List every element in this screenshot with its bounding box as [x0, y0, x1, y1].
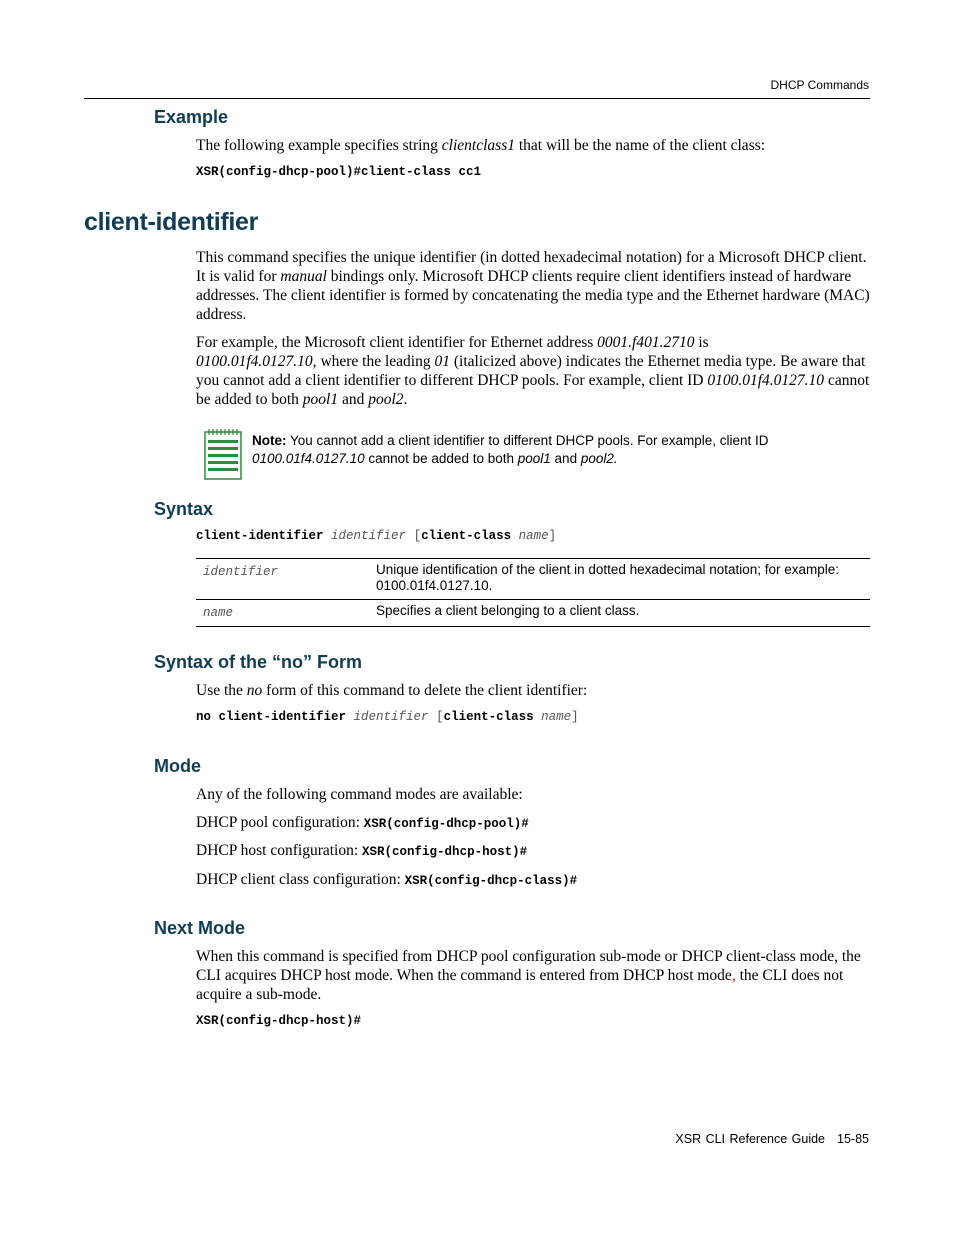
- next-mode-command: XSR(config-dhcp-host)#: [196, 1014, 362, 1028]
- parameter-table: [196, 558, 870, 627]
- example-command: XSR(config-dhcp-pool)#client-class cc1: [196, 165, 482, 179]
- parameter-name: name: [203, 606, 234, 620]
- mode-item: DHCP host configuration: XSR(config-dhcp-host)#: [196, 842, 528, 859]
- page-number: 15-85: [837, 1132, 869, 1146]
- description-paragraph-1: This command specifies the unique identifier (in dotted hexadecimal notation) for a Microsoft DHCP client. It is valid for manual bindings only. Microsoft DHCP clients require client identifiers instead of hardware addresses. The client identifier is formed by concatenating the media type and the Ethernet hardware (MAC) address.: [196, 249, 870, 323]
- header-rule: [84, 98, 870, 99]
- table-row: [196, 559, 870, 600]
- table-row: [196, 600, 870, 627]
- next-mode-text: When this command is specified from DHCP pool configuration sub-mode or DHCP client-class mode, the CLI acquires DHCP host mode. When the command is entered from DHCP host mode, the CLI does not acquire a sub-mode.: [196, 948, 861, 1003]
- mode-item: DHCP client class configuration: XSR(config-dhcp-class)#: [196, 871, 578, 888]
- no-form-command: no client-identifier identifier [client-class name]: [196, 710, 579, 724]
- no-form-text: Use the no form of this command to delete the client identifier:: [196, 682, 588, 699]
- example-heading: Example: [154, 107, 229, 127]
- note-text: Note: You cannot add a client identifier to different DHCP pools. For example, client ID 0100.01f4.0127.10 cannot be added to both pool1 and pool2.: [252, 433, 769, 466]
- page-footer: [675, 1132, 869, 1146]
- parameter-name: identifier: [203, 565, 279, 579]
- guide-title: XSR CLI Reference Guide: [675, 1132, 826, 1146]
- description-paragraph-2: For example, the Microsoft client identifier for Ethernet address 0001.f401.2710 is 0100.01f4.0127.10, where the leading 01 (italicized above) indicates the Ethernet media type. Be aware that you cannot add a client identifier to different DHCP pools. For example, client ID 0100.01f4.0127.10 cannot be added to both pool1 and pool2.: [196, 334, 870, 408]
- no-form-heading: Syntax of the “no” Form: [154, 652, 363, 672]
- syntax-command: client-identifier identifier [client-class name]: [196, 529, 557, 543]
- mode-heading: Mode: [154, 756, 201, 776]
- parameter-description: Unique identification of the client in dotted hexadecimal notation; for example: 0100.01f4.0127.10.: [376, 562, 840, 593]
- mode-intro: Any of the following command modes are available:: [196, 786, 523, 803]
- running-header: DHCP Commands: [770, 78, 869, 92]
- syntax-heading: Syntax: [154, 499, 214, 519]
- example-text: The following example specifies string clientclass1 that will be the name of the client class:: [196, 137, 766, 154]
- next-mode-heading: Next Mode: [154, 918, 246, 938]
- mode-item: DHCP pool configuration: XSR(config-dhcp-pool)#: [196, 814, 529, 831]
- page-title: client-identifier: [84, 208, 259, 236]
- notepad-icon: [204, 428, 242, 480]
- parameter-description: Specifies a client belonging to a client class.: [376, 603, 640, 618]
